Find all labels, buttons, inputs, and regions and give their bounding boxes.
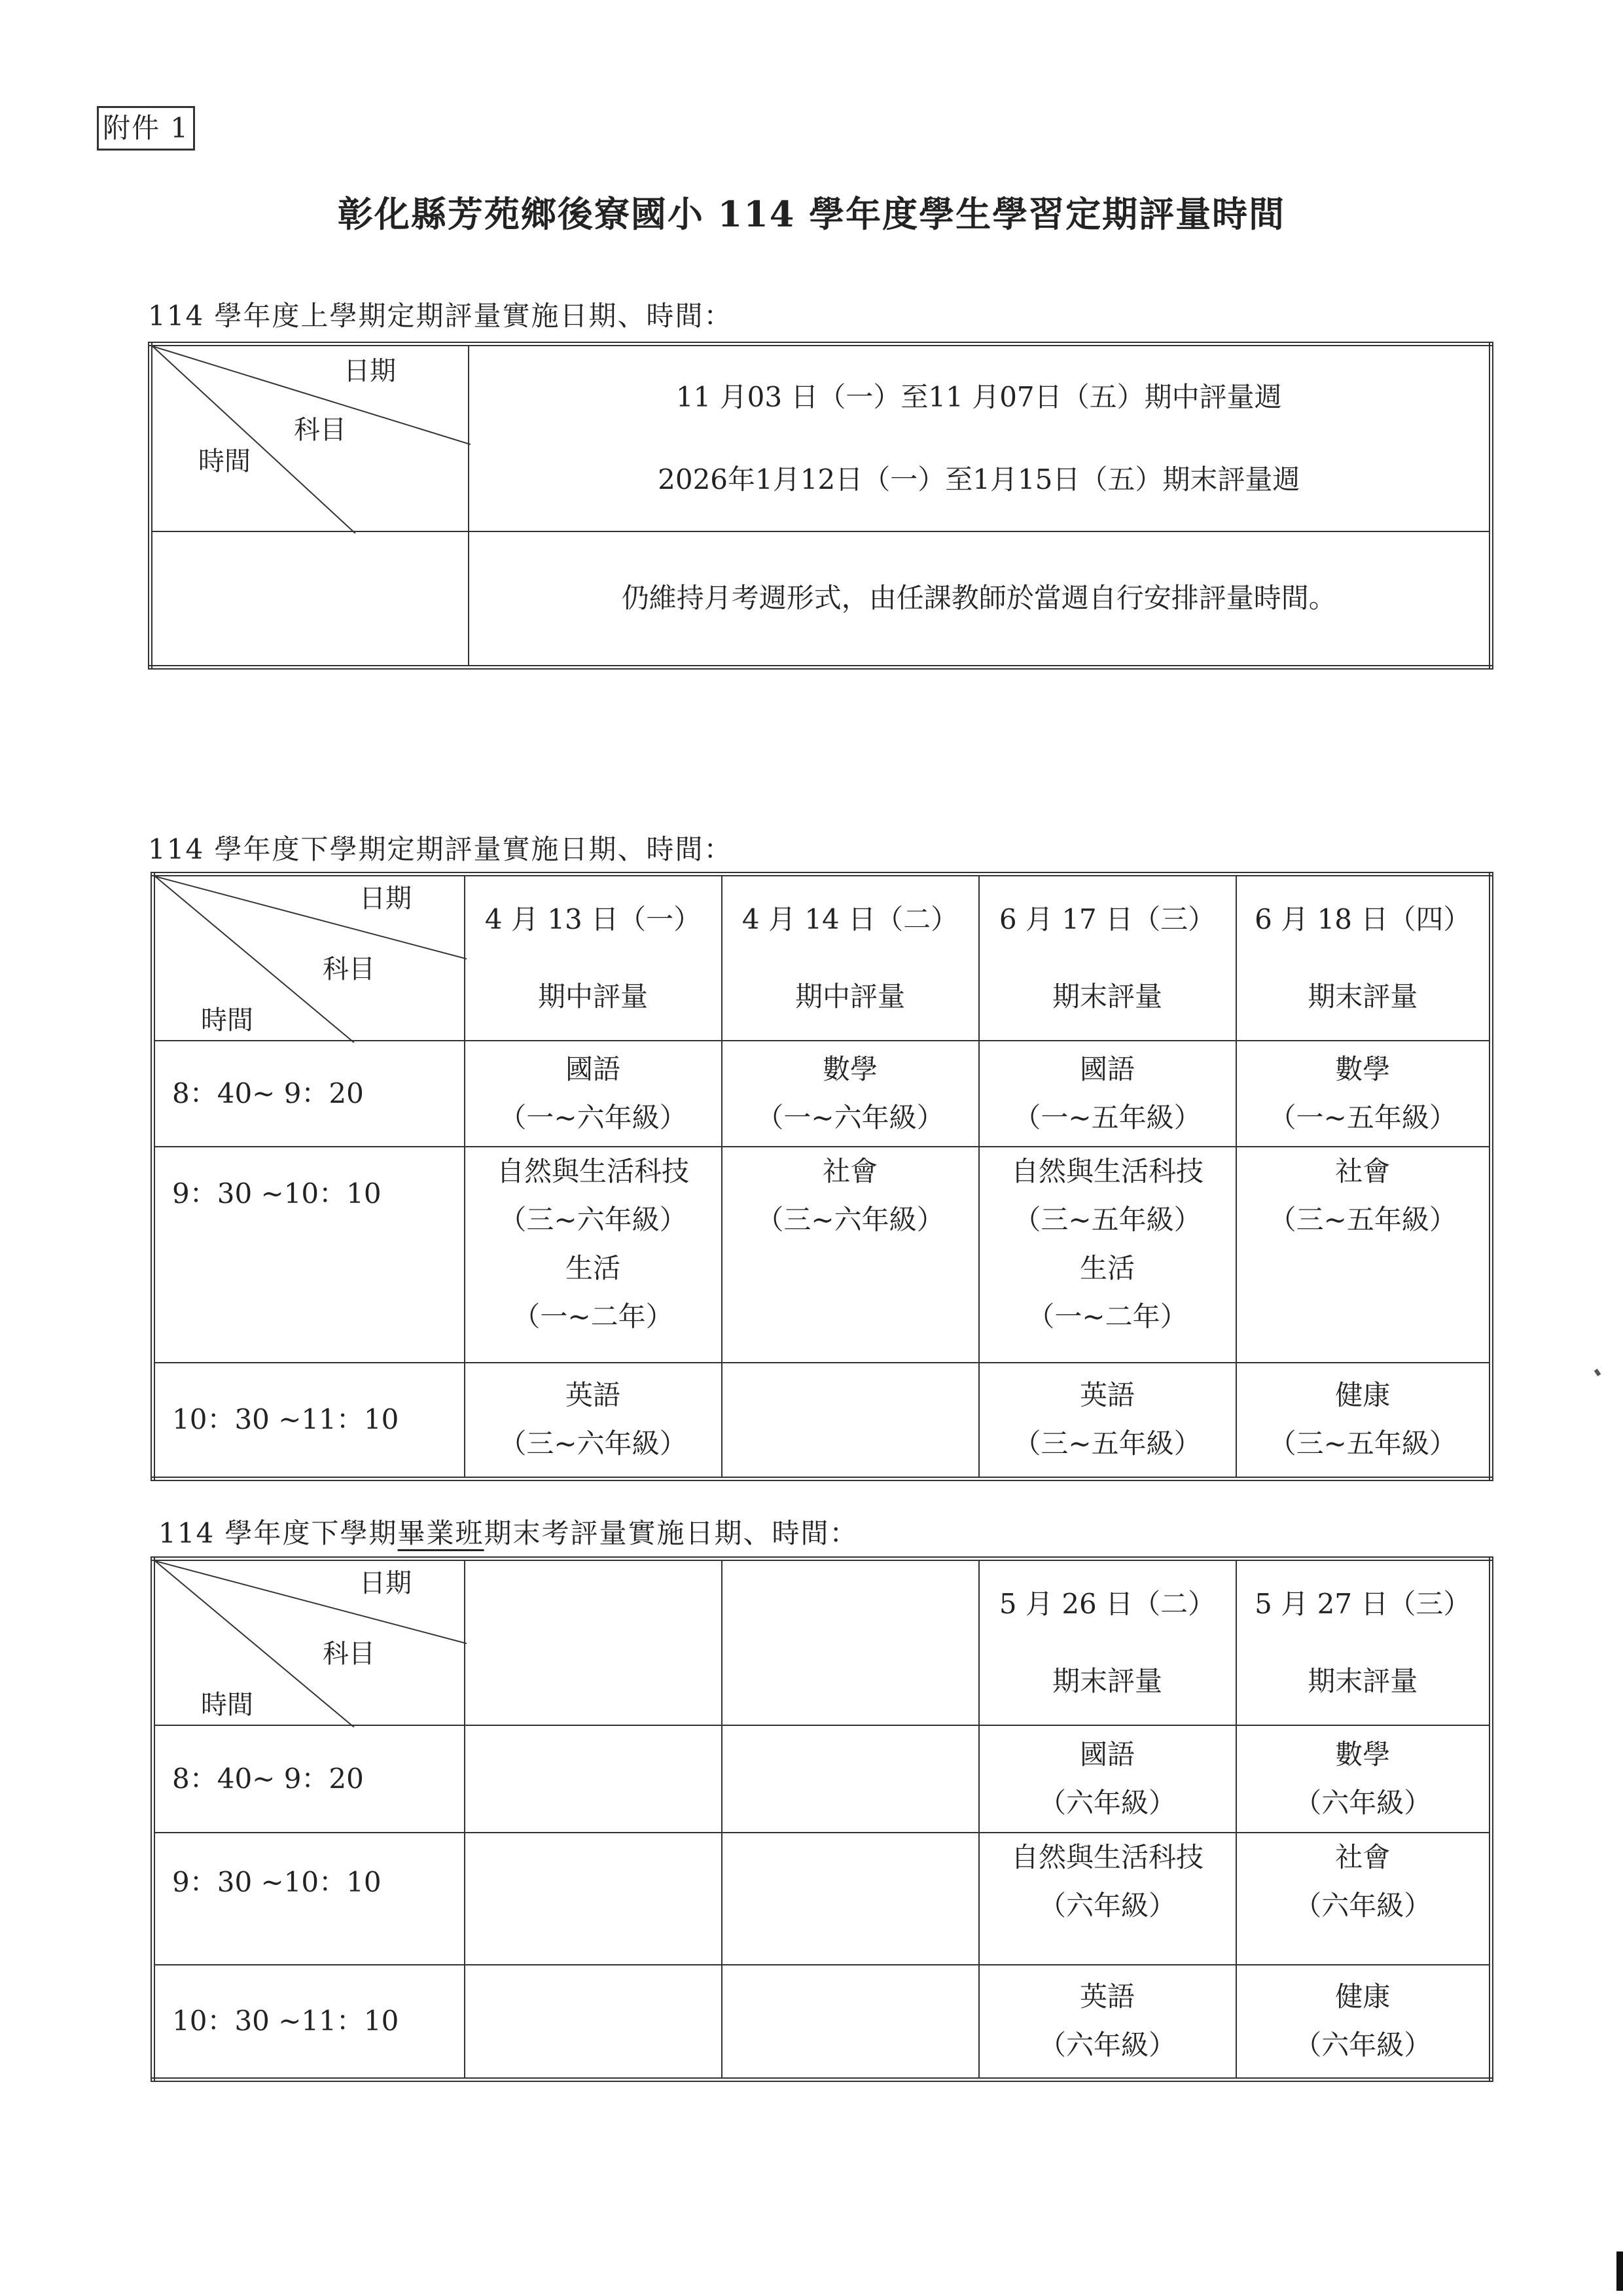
exam-line: （三~五年級） [1013,1427,1202,1460]
exam-cell [722,1041,979,1147]
table-row [153,1147,1491,1363]
time-slot: 8：40~ 9：20 [153,1725,465,1833]
sem1-note-cell: 仍維持月考週形式，由任課教師於當週自行安排評量時間。 [469,531,1491,668]
corner-subject-label: 科目 [323,954,375,984]
scan-speck [1594,1369,1601,1376]
exam-cell [465,1147,722,1363]
col-type: 期末評量 [1308,980,1418,1013]
exam-cell [1236,1725,1491,1833]
time-slot: 9：30 ~10：10 [153,1147,465,1363]
exam-cell [979,1363,1236,1479]
exam-cell [979,1833,1236,1965]
corner-date-label: 日期 [344,356,396,386]
exam-line: （六年級） [1294,1786,1432,1819]
col-type: 期末評量 [1052,1664,1162,1697]
exam-line: 國語 [565,1052,620,1085]
exam-cell [1236,1833,1491,1965]
exam-line: （一~五年級） [1013,1101,1202,1134]
exam-line: 英語 [1079,1981,1135,2013]
grad-col-header [465,1559,722,1725]
col-date: 5 月 27 日（三） [1255,1587,1471,1620]
exam-line: （一~二年） [512,1300,673,1333]
exam-cell [722,1725,979,1833]
exam-line: （三~六年級） [756,1203,944,1236]
sem1-heading: 114 學年度上學期定期評量實施日期、時間： [148,300,733,332]
document-title: 彰化縣芳苑鄉後寮國小 114 學年度學生學習定期評量時間 [337,193,1286,235]
col-type: 期末評量 [1052,980,1162,1013]
corner-time-label: 時間 [198,446,251,476]
exam-line: 英語 [1079,1379,1135,1412]
time-slot: 9：30 ~10：10 [153,1833,465,1965]
grad-col-header [979,1559,1236,1725]
corner-cell [151,344,469,531]
exam-line: 數學 [822,1052,878,1085]
corner-cell [153,874,465,1041]
exam-line: 自然與生活科技 [1010,1155,1204,1187]
time-slot: 8：40~ 9：20 [153,1041,465,1147]
exam-line: 健康 [1335,1981,1391,2013]
exam-cell [979,1041,1236,1147]
exam-cell [465,1363,722,1479]
exam-line: 社會 [1335,1155,1391,1187]
exam-line: （一~六年級） [756,1101,944,1134]
exam-line: 數學 [1335,1052,1391,1085]
exam-cell [979,1147,1236,1363]
exam-cell [722,1965,979,2080]
corner-date-label: 日期 [359,884,412,914]
col-type: 期中評量 [794,980,905,1013]
exam-line: 自然與生活科技 [1010,1840,1204,1873]
sem2-col-header [722,874,979,1041]
sem1-final-line: 2026年1月12日（一）至1月15日（五）期末評量週 [658,463,1300,495]
exam-line: （一~二年） [1027,1300,1188,1333]
col-date: 6 月 17 日（三） [999,903,1216,935]
grad-col-header [722,1559,979,1725]
grad-heading-post: 期末考評量實施日期、時間： [484,1517,859,1549]
exam-cell [465,1965,722,2080]
attachment-label: 附件 1 [97,106,195,151]
exam-line: （一~六年級） [499,1101,687,1134]
exam-line: 生活 [1079,1251,1135,1284]
sem1-table [148,342,1493,670]
sem2-col-header [979,874,1236,1041]
exam-line: 數學 [1335,1738,1391,1770]
exam-cell [465,1725,722,1833]
col-type: 期末評量 [1308,1664,1418,1697]
exam-line: （六年級） [1294,1889,1432,1922]
sem2-col-header [465,874,722,1041]
exam-line: （六年級） [1038,1786,1176,1819]
exam-line: （三~五年級） [1268,1427,1457,1460]
grad-heading [158,1512,859,1551]
scan-edge-mark [1616,2251,1623,2291]
exam-line: （一~五年級） [1268,1101,1457,1134]
exam-line: （三~六年級） [499,1203,687,1236]
corner-subject-label: 科目 [323,1639,375,1669]
grad-col-header [1236,1559,1491,1725]
time-slot: 10：30 ~11：10 [153,1363,465,1479]
sem1-midterm-line: 11 月03 日（一）至11 月07日（五）期中評量週 [675,380,1282,413]
col-date: 4 月 13 日（一） [484,903,702,935]
exam-cell [1236,1363,1491,1479]
exam-cell [979,1725,1236,1833]
exam-line: 生活 [565,1251,620,1284]
exam-line: 國語 [1079,1052,1135,1085]
sem2-table [151,872,1493,1481]
exam-cell [722,1363,979,1479]
sem1-dates-cell [469,344,1491,531]
exam-cell [722,1147,979,1363]
exam-line: 英語 [565,1379,620,1412]
exam-line: 社會 [822,1155,878,1187]
table-row [153,1965,1491,2080]
sem1-empty-cell [151,531,469,668]
exam-line: （三~五年級） [1268,1203,1457,1236]
col-date: 6 月 18 日（四） [1255,903,1471,935]
exam-line: （三~六年級） [499,1427,687,1460]
exam-cell [465,1041,722,1147]
col-type: 期中評量 [537,980,648,1013]
grad-heading-pre: 114 學年度下學期 [158,1517,398,1549]
exam-line: 健康 [1335,1379,1391,1412]
corner-date-label: 日期 [359,1568,412,1598]
corner-time-label: 時間 [201,1690,253,1720]
exam-line: （三~五年級） [1013,1203,1202,1236]
sem2-col-header [1236,874,1491,1041]
table-row [153,1041,1491,1147]
time-slot: 10：30 ~11：10 [153,1965,465,2080]
exam-line: （六年級） [1038,1889,1176,1922]
exam-cell [1236,1965,1491,2080]
exam-cell [722,1833,979,1965]
exam-line: 自然與生活科技 [496,1155,689,1187]
exam-line: （六年級） [1038,2029,1176,2062]
corner-time-label: 時間 [201,1005,253,1035]
exam-line: 社會 [1335,1840,1391,1873]
sem2-heading: 114 學年度下學期定期評量實施日期、時間： [148,833,733,865]
corner-cell [153,1559,465,1725]
table-row [153,1363,1491,1479]
exam-cell [1236,1147,1491,1363]
table-row [153,1833,1491,1965]
exam-line: 國語 [1079,1738,1135,1770]
table-row [153,1725,1491,1833]
exam-cell [979,1965,1236,2080]
exam-line: （六年級） [1294,2029,1432,2062]
col-date: 4 月 14 日（二） [741,903,959,935]
grad-table [151,1556,1493,2082]
corner-subject-label: 科目 [294,415,346,445]
grad-heading-underlined: 畢業班 [397,1517,484,1549]
col-date: 5 月 26 日（二） [999,1587,1216,1620]
exam-cell [1236,1041,1491,1147]
exam-cell [465,1833,722,1965]
